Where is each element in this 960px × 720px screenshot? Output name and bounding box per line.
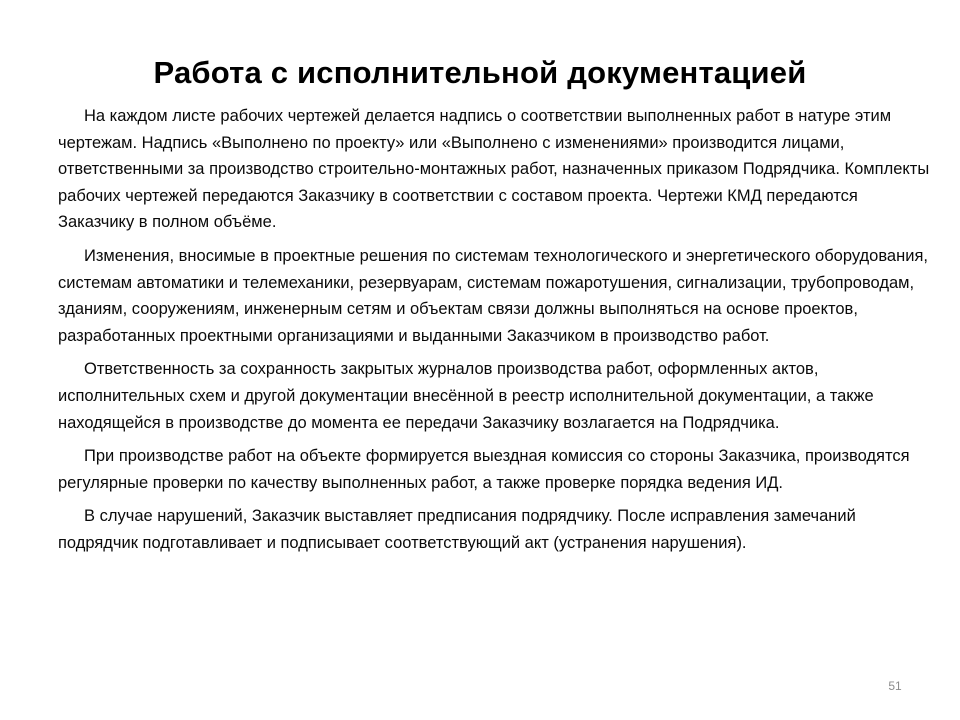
paragraph-working-drawings: На каждом листе рабочих чертежей делается надпись о соответствии выполненных работ в натуре этим чертежам. Надпись «Выполнено по проекту» или «Выполнено с изменениями» производится лицами, ответственными за производство строительно-монтажных работ, назначенных приказом Подрядчика. Комплекты рабочих чертежей передаются Заказчику в соответствии с составом проекта. Чертежи КМД передаются Заказчику в полном объёме. xyxy=(58,107,930,232)
slide-body xyxy=(58,103,938,564)
paragraph-violations: В случае нарушений, Заказчик выставляет предписания подрядчику. После исправления замечаний подрядчик подготавливает и подписывает соответствующий акт (устранения нарушения). xyxy=(58,507,856,552)
paragraph-design-changes: Изменения, вносимые в проектные решения по системам технологического и энергетического оборудования, системам автоматики и телемеханики, резервуарам, системам пожаротушения, сигнализации, трубопроводам, зданиям, сооружениям, инженерным сетям и объектам связи должны выполняться на основе проектов, разработанных проектными организациями и выданными Заказчиком в производство работ. xyxy=(58,246,928,345)
paragraph-inspection-commission: При производстве работ на объекте формируется выездная комиссия со стороны Заказчика, производятся регулярные проверки по качеству выполненных работ, а также проверке порядка ведения ИД. xyxy=(58,447,910,492)
page-number: 51 xyxy=(888,679,902,693)
slide-title: Работа с исполнительной документацией xyxy=(153,54,807,90)
paragraph-responsibility: Ответственность за сохранность закрытых журналов производства работ, оформленных актов, исполнительных схем и другой документации внесённой в реестр исполнительной документации, а также находящейся в производстве до момента ее передачи Заказчику возлагается на Подрядчика. xyxy=(58,360,874,432)
